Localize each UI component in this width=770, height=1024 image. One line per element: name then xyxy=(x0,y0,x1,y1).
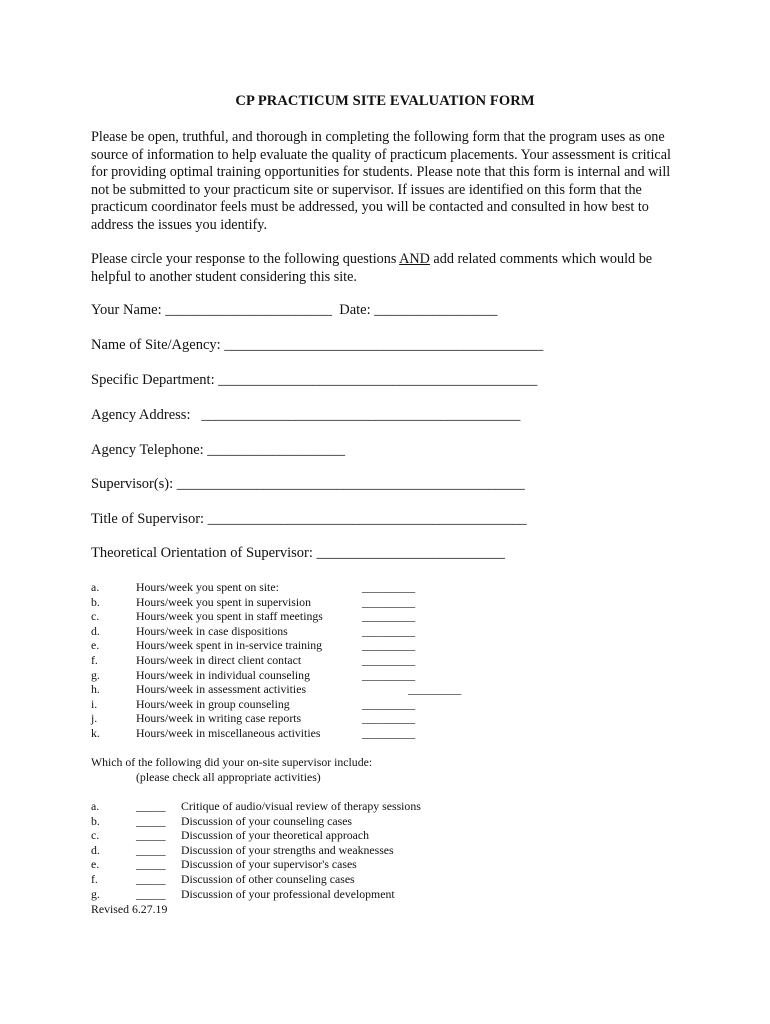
hours-label: Hours/week spent in in-service training xyxy=(136,638,323,653)
hours-blank[interactable]: _________ xyxy=(362,638,416,653)
hours-item xyxy=(91,653,511,668)
hours-letter: b. xyxy=(91,594,100,609)
activity-letter: f. xyxy=(91,871,98,886)
hours-blank[interactable]: _________ xyxy=(362,594,416,609)
activity-label: Discussion of other counseling cases xyxy=(181,871,355,886)
hours-blank[interactable]: _________ xyxy=(362,652,416,667)
activity-item xyxy=(91,828,511,843)
hours-blank[interactable]: _________ xyxy=(362,696,416,711)
hours-item xyxy=(91,595,511,610)
question-hint: (please check all appropriate activities) xyxy=(136,769,321,784)
activity-check-blank[interactable]: _____ xyxy=(136,842,166,857)
hours-item xyxy=(91,624,511,639)
activity-check-blank[interactable]: _____ xyxy=(136,886,166,901)
hours-label: Hours/week in case dispositions xyxy=(136,623,288,638)
hours-item xyxy=(91,638,511,653)
hours-letter: k. xyxy=(91,725,100,740)
activity-item xyxy=(91,872,511,887)
activity-letter: c. xyxy=(91,828,100,843)
activity-letter: a. xyxy=(91,799,100,813)
supervisor-title-field[interactable]: Title of Supervisor: ____________________________________________ xyxy=(91,511,527,527)
hours-label: Hours/week in direct client contact xyxy=(136,652,302,667)
hours-item xyxy=(91,609,511,624)
theoretical-orientation-field[interactable]: Theoretical Orientation of Supervisor: __________________________ xyxy=(91,545,505,561)
activity-label: Discussion of your counseling cases xyxy=(181,813,353,828)
hours-letter: a. xyxy=(91,580,100,594)
instruction-emphasis: AND xyxy=(399,251,430,267)
hours-label: Hours/week you spent in staff meetings xyxy=(136,609,323,624)
hours-label: Hours/week you spent in supervision xyxy=(136,594,311,609)
hours-blank[interactable]: _________ xyxy=(362,580,416,594)
activity-letter: g. xyxy=(91,886,100,901)
hours-letter: c. xyxy=(91,609,100,624)
hours-letter: i. xyxy=(91,696,98,711)
activity-letter: b. xyxy=(91,813,100,828)
form-title: CP PRACTICUM SITE EVALUATION FORM xyxy=(235,93,535,109)
hours-label: Hours/week in miscellaneous activities xyxy=(136,725,321,740)
activity-check-blank[interactable]: _____ xyxy=(136,857,166,872)
hours-letter: h. xyxy=(91,682,100,697)
question-text: Which of the following did your on-site supervisor include: xyxy=(91,755,373,769)
hours-item xyxy=(91,668,511,683)
activity-label: Discussion of your theoretical approach xyxy=(181,828,370,843)
hours-item xyxy=(91,697,511,712)
hours-letter: d. xyxy=(91,623,100,638)
agency-address-field[interactable]: Agency Address: ____________________________________________ xyxy=(91,407,521,423)
activity-letter: e. xyxy=(91,857,100,872)
intro-paragraph: Please be open, truthful, and thorough in completing the following form that the program uses as one source of information to help evaluate the quality of practicum placements. Your assessment is critical for providing optimal training opportunities for students. Please note that this form is internal and will not be submitted to your practicum site or supervisor. If issues are identified on this form that the practicum coordinator feels must be addressed, you will be contacted and consulted in how best to address the issues you identify. xyxy=(91,129,671,233)
hours-item xyxy=(91,711,511,726)
hours-letter: j. xyxy=(91,711,98,726)
hours-list xyxy=(91,580,511,741)
hours-blank[interactable]: _________ xyxy=(362,725,416,740)
department-field[interactable]: Specific Department: ____________________________________________ xyxy=(91,372,538,388)
activity-letter: d. xyxy=(91,842,100,857)
supervisors-field[interactable]: Supervisor(s): ________________________________________________ xyxy=(91,476,525,492)
instruction-paragraph xyxy=(91,251,691,286)
activity-check-blank[interactable]: _____ xyxy=(136,871,166,886)
hours-blank[interactable]: _________ xyxy=(408,682,462,697)
activity-label: Discussion of your professional development xyxy=(181,886,395,901)
activity-check-blank[interactable]: _____ xyxy=(136,828,166,843)
activities-list xyxy=(91,799,511,901)
hours-letter: e. xyxy=(91,638,100,653)
site-agency-field[interactable]: Name of Site/Agency: ____________________________________________ xyxy=(91,337,544,353)
supervisor-activities-question xyxy=(91,755,372,784)
hours-item xyxy=(91,726,511,741)
hours-blank[interactable]: _________ xyxy=(362,623,416,638)
activity-item xyxy=(91,857,511,872)
instruction-before: Please circle your response to the following questions xyxy=(91,251,400,267)
hours-label: Hours/week in writing case reports xyxy=(136,711,302,726)
activity-item xyxy=(91,843,511,858)
hours-item xyxy=(91,580,511,595)
hours-label: Hours/week you spent on site: xyxy=(136,580,279,594)
hours-item xyxy=(91,682,511,697)
activity-check-blank[interactable]: _____ xyxy=(136,813,166,828)
hours-label: Hours/week in assessment activities xyxy=(136,682,307,697)
activity-label: Discussion of your strengths and weaknesses xyxy=(181,842,394,857)
activity-item xyxy=(91,799,511,814)
activity-label: Discussion of your supervisor's cases xyxy=(181,857,357,872)
hours-letter: g. xyxy=(91,667,100,682)
activity-item xyxy=(91,814,511,829)
instruction-after: add related comments which would be helpful to another student considering this site. xyxy=(91,251,653,285)
hours-blank[interactable]: _________ xyxy=(362,667,416,682)
revision-note: Revised 6.27.19 xyxy=(91,902,168,916)
hours-blank[interactable]: _________ xyxy=(362,711,416,726)
activity-label: Critique of audio/visual review of therapy sessions xyxy=(181,799,421,813)
hours-label: Hours/week in individual counseling xyxy=(136,667,310,682)
activity-check-blank[interactable]: _____ xyxy=(136,799,166,813)
hours-label: Hours/week in group counseling xyxy=(136,696,290,711)
name-date-field[interactable]: Your Name: _______________________ Date: _________________ xyxy=(91,302,498,318)
hours-letter: f. xyxy=(91,652,98,667)
activity-item xyxy=(91,887,511,902)
agency-telephone-field[interactable]: Agency Telephone: ___________________ xyxy=(91,442,346,458)
hours-blank[interactable]: _________ xyxy=(362,609,416,624)
